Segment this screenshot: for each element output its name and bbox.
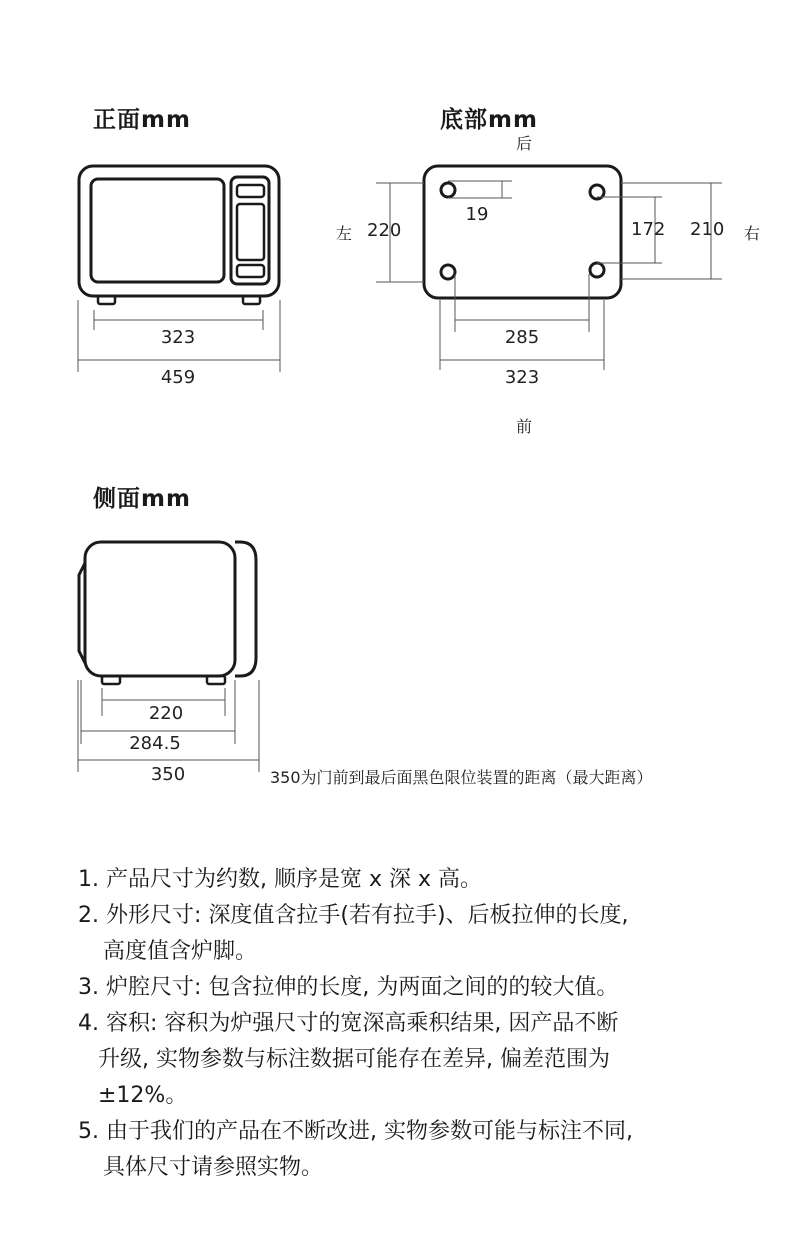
front-dim-inner-width: 323 xyxy=(160,327,196,348)
side-dim-note: 350为门前到最后面黑色限位装置的距离（最大距离） xyxy=(270,768,653,787)
bottom-dim-outer-width: 323 xyxy=(504,367,540,388)
note-text: 容积: 容积为炉强尺寸的宽深高乘积结果, 因产品不断 xyxy=(105,1011,619,1036)
note-number: 2. xyxy=(78,903,106,928)
bottom-view-drawing xyxy=(424,166,621,298)
front-view-drawing xyxy=(79,166,279,304)
bottom-label-back: 后 xyxy=(515,134,533,153)
note-item-5 xyxy=(78,1114,748,1186)
note-item-2 xyxy=(78,898,748,970)
front-dim-outer-width: 459 xyxy=(160,367,196,388)
note-number: 5. xyxy=(78,1119,106,1144)
note-item-4 xyxy=(78,1006,748,1114)
side-dimension-lines xyxy=(78,680,259,772)
side-dim-total: 350 xyxy=(150,764,186,785)
bottom-dim-right-inner: 172 xyxy=(631,219,666,240)
note-text: 外形尺寸: 深度值含拉手(若有拉手)、后板拉伸的长度, xyxy=(105,903,629,928)
note-number: 3. xyxy=(78,975,106,1000)
note-number: 4. xyxy=(78,1011,106,1036)
side-dim-body: 284.5 xyxy=(129,733,181,754)
bottom-dimension-lines xyxy=(376,181,725,370)
side-dim-feet: 220 xyxy=(148,703,184,724)
note-text: 产品尺寸为约数, 顺序是宽 x 深 x 高。 xyxy=(105,867,482,892)
bottom-dim-left-depth: 220 xyxy=(367,220,402,241)
side-view-drawing xyxy=(79,542,256,684)
bottom-dim-right-outer: 210 xyxy=(690,219,725,240)
notes-list xyxy=(78,862,748,1186)
note-text: 炉腔尺寸: 包含拉伸的长度, 为两面之间的的较大值。 xyxy=(105,975,619,1000)
note-text: ±12%。 xyxy=(98,1083,188,1108)
note-number: 1. xyxy=(78,867,106,892)
bottom-label-right: 右 xyxy=(744,224,761,243)
front-view-title: 正面mm xyxy=(93,107,191,133)
note-text: 高度值含炉脚。 xyxy=(103,939,258,964)
note-item-1 xyxy=(78,862,748,898)
bottom-label-left: 左 xyxy=(336,224,353,243)
note-text: 具体尺寸请参照实物。 xyxy=(103,1155,324,1180)
bottom-view-title: 底部mm xyxy=(440,107,538,133)
note-item-3 xyxy=(78,970,748,1006)
note-text: 升级, 实物参数与标注数据可能存在差异, 偏差范围为 xyxy=(98,1047,610,1072)
note-text: 由于我们的产品在不断改进, 实物参数可能与标注不同, xyxy=(105,1119,633,1144)
bottom-dim-foot-offset: 19 xyxy=(465,204,489,225)
bottom-dim-inner-width: 285 xyxy=(504,327,540,348)
side-view-title: 侧面mm xyxy=(93,486,191,512)
bottom-label-front: 前 xyxy=(515,417,533,436)
